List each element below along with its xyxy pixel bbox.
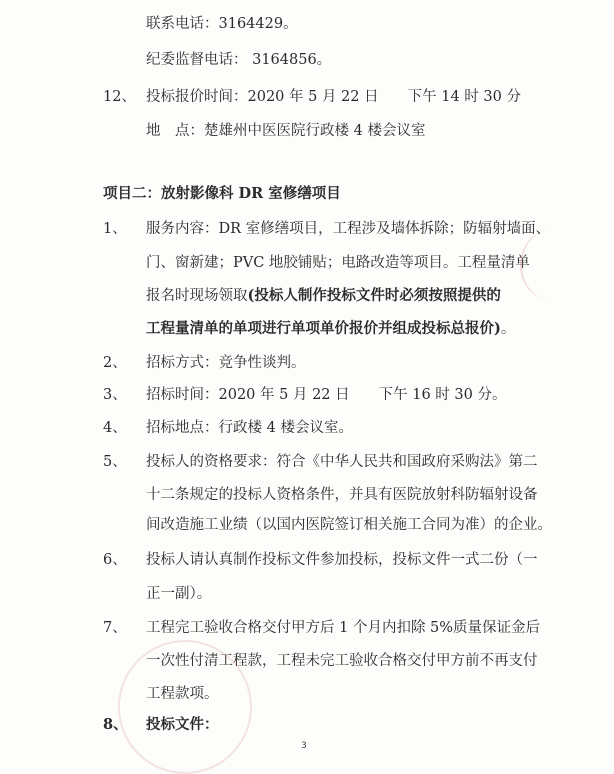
bid-location: 地 点：楚雄州中医医院行政楼 4 楼会议室 [146,123,426,139]
service-content-line-1: 服务内容：DR 室修缮项目，工程涉及墙体拆除；防辐射墙面、 [146,221,551,237]
item-number-6: 6、 [103,552,127,568]
item-number-4: 4、 [103,420,127,436]
page-number: 3 [301,741,307,751]
qualification-line-1: 投标人的资格要求：符合《中华人民共和国政府采购法》第二 [146,454,538,470]
bid-document-line-1: 投标人请认真制作投标文件参加投标，投标文件一式二份（一 [146,552,538,568]
tender-time: 招标时间：2020 年 5 月 22 日 下午 16 时 30 分。 [146,387,507,403]
bid-document-line-2: 正一副）。 [146,586,212,602]
item-number-3: 3、 [103,387,127,403]
section-heading: 项目二：放射影像科 DR 室修缮项目 [103,185,341,202]
service-content-emphasis-2: 工程量清单的单项进行单项单价报价并组成投标总报价) [146,320,501,337]
bid-files-label: 投标文件： [146,716,219,733]
item-number-7: 7、 [103,620,127,636]
item-number-5: 5、 [103,454,127,470]
payment-line-3: 工程款项。 [146,686,219,702]
item-number-2: 2、 [103,355,127,371]
service-content-line-3 [146,287,501,305]
bid-time: 投标报价时间：2020 年 5 月 22 日 下午 14 时 30 分 [146,89,521,105]
qualification-line-3: 间改造施工业绩（以国内医院签订相关施工合同为准）的企业。 [146,517,552,533]
supervision-phone: 纪委监督电话： 3164856。 [146,52,332,68]
item-number-1: 1、 [103,221,127,237]
payment-line-2: 一次性付清工程款，工程未完工验收合格交付甲方前不再支付 [146,653,538,669]
payment-line-1: 工程完工验收合格交付甲方后 1 个月内扣除 5%质量保证金后 [146,620,541,636]
service-content-end: 。 [500,321,516,337]
service-content-line-2: 门、窗新建；PVC 地胶铺贴；电路改造等项目。工程量清单 [146,255,530,271]
item-number-12: 12、 [103,89,136,105]
service-content-line-4 [146,320,515,338]
tender-location: 招标地点：行政楼 4 楼会议室。 [146,420,353,436]
item-number-8: 8、 [103,716,128,733]
service-content-text: 报名时现场领取 [146,288,248,304]
tender-method: 招标方式：竞争性谈判。 [146,355,306,371]
service-content-emphasis: (投标人制作投标文件时必须按照提供的 [247,287,501,304]
contact-phone: 联系电话：3164429。 [146,16,298,32]
qualification-line-2: 十二条规定的投标人资格条件，并具有医院放射科防辐射设备 [146,487,538,503]
